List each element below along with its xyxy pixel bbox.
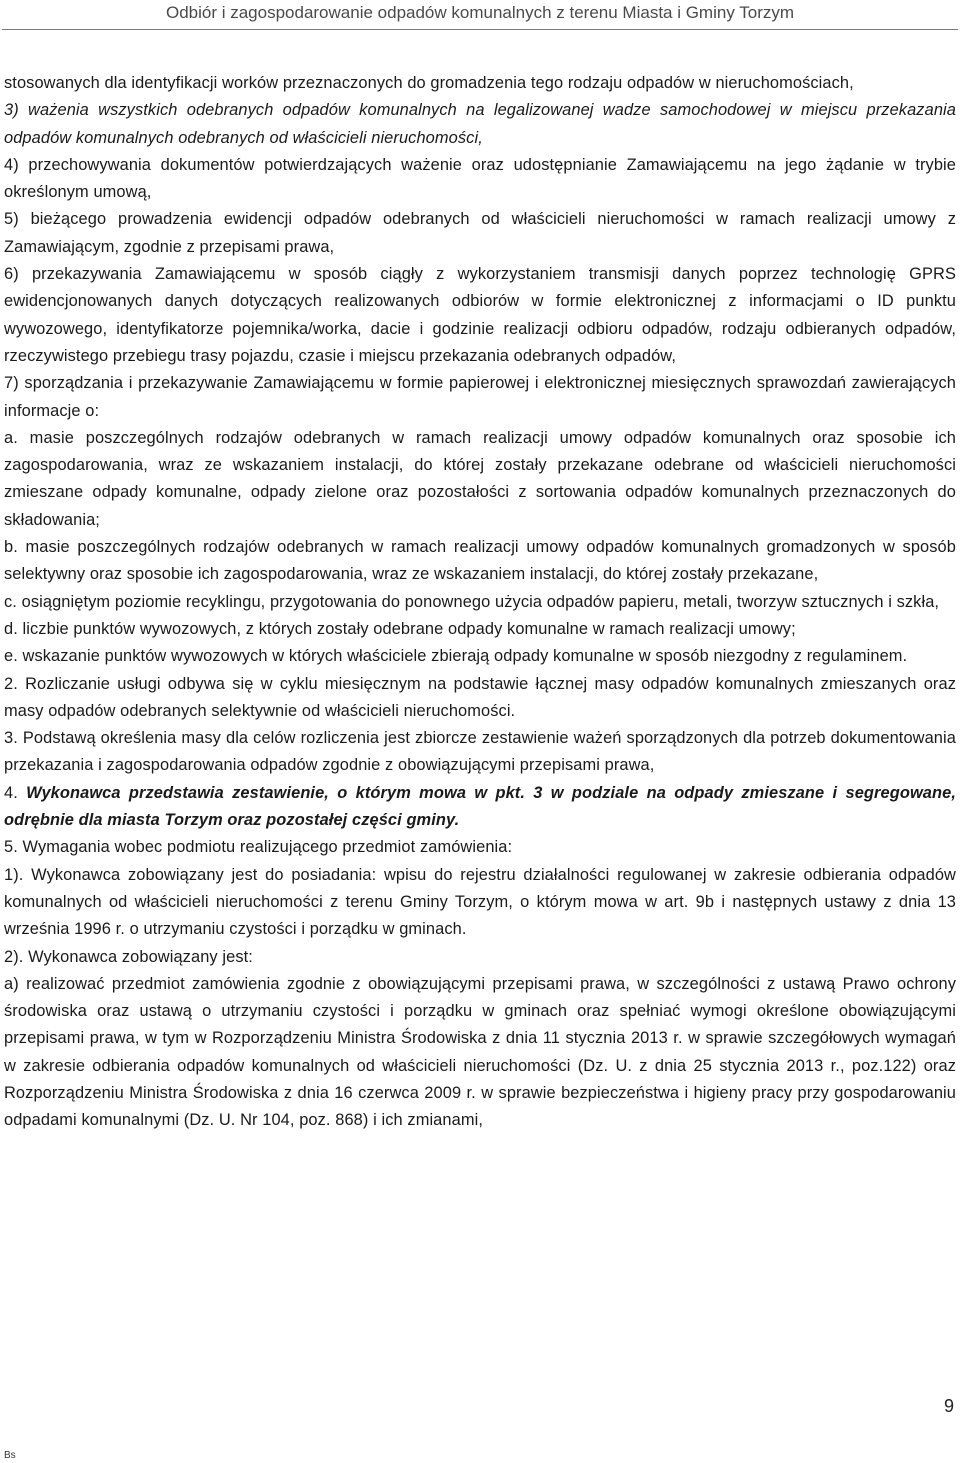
paragraph: e. wskazanie punktów wywozowych w których właściciele zbierają odpady komunalne w sposób niezgodny z regulaminem. xyxy=(4,647,908,666)
paragraph: a) realizować przedmiot zamówienia zgodnie z obowiązującymi przepisami prawa, w szczególności z ustawą Prawo ochrony środowiska oraz ustawą o utrzymaniu czystości i porządku w gminach oraz spełniać wymogi określone obowiązującymi przepisami prawa, w tym w Rozporządzeniu Ministra Środowiska z dnia 11 stycznia 2013 r. w sprawie szczegółowych wymagań w zakresie odbierania odpadów komunalnych od właścicieli nieruchomości (Dz. U. z dnia 25 stycznia 2013 r., poz.122) oraz Rozporządzeniu Ministra Środowiska z dnia 16 czerwca 2009 r. w sprawie bezpieczeństwa i higieny pracy przy gospodarowaniu odpadami komunalnymi (Dz. U. Nr 104, poz. 868) i ich zmianami, xyxy=(4,974,956,1130)
paragraph: 2). Wykonawca zobowiązany jest: xyxy=(4,947,253,966)
footer-mark: Bs xyxy=(4,1450,16,1461)
paragraph: a. masie poszczególnych rodzajów odebranych w ramach realizacji umowy odpadów komunalnych oraz sposobie ich zagospodarowania, wraz ze wskazaniem instalacji, do której zostały przekazane odebrane od właścicieli nieruchomości zmieszane odpady komunalne, odpady zielone oraz pozostałości z sortowania odpadów komunalnych przeznaczonych do składowania; xyxy=(4,428,956,529)
paragraph: 1). Wykonawca zobowiązany jest do posiadania: wpisu do rejestru działalności regulowanej w zakresie odbierania odpadów komunalnych od właścicieli nieruchomości z terenu Gminy Torzym, o którym mowa w art. 9b i następnych ustawy z dnia 13 września 1996 r. o utrzymaniu czystości i porządku w gminach. xyxy=(4,865,956,939)
paragraph: d. liczbie punktów wywozowych, z których zostały odebrane odpady komunalne w ramach realizacji umowy; xyxy=(4,619,796,638)
paragraph: 3. Podstawą określenia masy dla celów rozliczenia jest zbiorcze zestawienie ważeń sporządzonych dla potrzeb dokumentowania przekazania i zagospodarowania odpadów zgodnie z obowiązującymi przepisami prawa, xyxy=(4,729,956,775)
page-number: 9 xyxy=(943,1396,954,1416)
paragraph: 5) bieżącego prowadzenia ewidencji odpadów odebranych od właścicieli nieruchomości w ramach realizacji umowy z Zamawiającym, zgodnie z przepisami prawa, xyxy=(4,210,956,256)
paragraph: 4) przechowywania dokumentów potwierdzających ważenie oraz udostępnianie Zamawiającemu na jego żądanie w trybie określonym umową, xyxy=(4,155,956,202)
paragraph: stosowanych dla identyfikacji worków przeznaczonych do gromadzenia tego rodzaju odpadów w nieruchomościach, xyxy=(4,74,854,92)
document-body xyxy=(4,70,956,1135)
paragraph-prefix: 4. xyxy=(4,783,27,802)
paragraph: 6) przekazywania Zamawiającemu w sposób ciągły z wykorzystaniem transmisji danych poprzez technologię GPRS ewidencjonowanych danych dotyczących realizowanych odbiorów w formie elektronicznej z informacjami o ID punktu wywozowego, identyfikatorze pojemnika/worka, dacie i godzinie realizacji odbioru odpadów, rodzaju odbieranych odpadów, rzeczywistego przebiegu trasy pojazdu, czasie i miejscu przekazania odebranych odpadów, xyxy=(4,265,956,365)
header-title: Odbiór i zagospodarowanie odpadów komunalnych z terenu Miasta i Gminy Torzym xyxy=(165,3,795,22)
paragraph-bold-italic: Wykonawca przedstawia zestawienie, o którym mowa w pkt. 3 w podziale na odpady zmieszane i segregowane, odrębnie dla miasta Torzym oraz pozostałej części gminy. xyxy=(4,783,956,830)
paragraph: 7) sporządzania i przekazywanie Zamawiającemu w formie papierowej i elektronicznej miesięcznych sprawozdań zawierających informacje o: xyxy=(4,374,956,420)
header-divider xyxy=(2,29,958,30)
paragraph: 2. Rozliczanie usługi odbywa się w cyklu miesięcznym na podstawie łącznej masy odpadów komunalnych zmieszanych oraz masy odpadów odebranych selektywnie od właścicieli nieruchomości. xyxy=(4,674,956,720)
paragraph-emphasis xyxy=(4,780,956,835)
paragraph: 5. Wymagania wobec podmiotu realizującego przedmiot zamówienia: xyxy=(4,838,513,857)
paragraph: b. masie poszczególnych rodzajów odebranych w ramach realizacji umowy odpadów komunalnych gromadzonych w sposób selektywny oraz sposobie ich zagospodarowania, wraz ze wskazaniem instalacji, do której zostały przekazane, xyxy=(4,538,956,584)
paragraph: c. osiągniętym poziomie recyklingu, przygotowania do ponownego użycia odpadów papieru, metali, tworzyw sztucznych i szkła, xyxy=(4,592,940,611)
paragraph: 3) ważenia wszystkich odebranych odpadów komunalnych na legalizowanej wadze samochodowej w miejscu przekazania odpadów komunalnych odebranych od właścicieli nieruchomości, xyxy=(4,101,956,147)
page-header xyxy=(0,0,960,32)
